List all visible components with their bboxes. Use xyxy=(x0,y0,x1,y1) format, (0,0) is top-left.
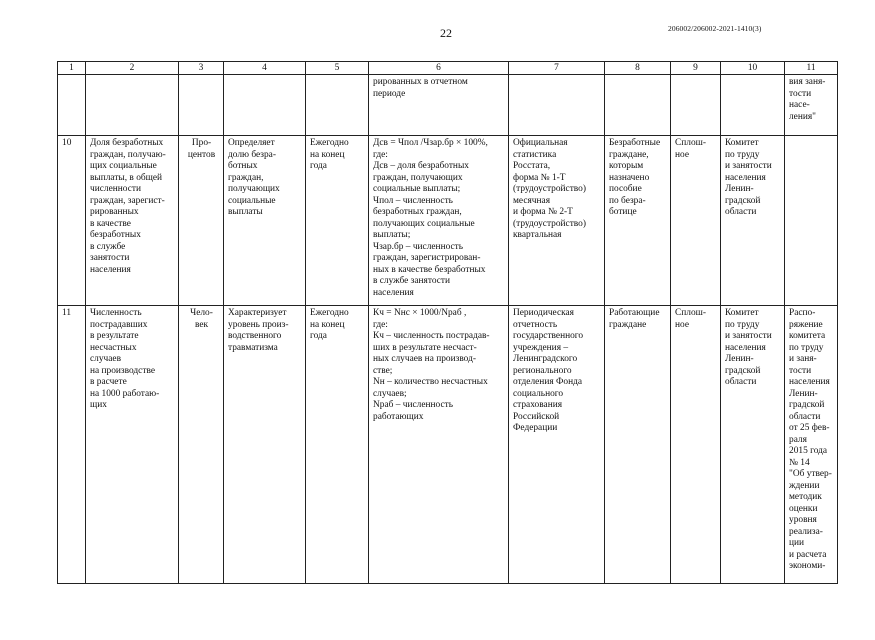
cell-source: Официальная статистика Росстата, форма № 1-Т (трудоустройство) месячная и форма № 2-Т (трудоустройство) квартальная xyxy=(509,136,605,306)
cell-responsible: Комитет по труду и занятости населения Ленин- градской области xyxy=(721,136,785,306)
cell-method: Сплош- ное xyxy=(671,306,721,584)
cell-formula xyxy=(369,306,509,584)
cell-empty xyxy=(306,75,369,136)
col-number-4: 4 xyxy=(224,62,306,75)
cell-empty xyxy=(179,75,224,136)
formula-line: Кч = Nнс × 1000/Nраб , xyxy=(373,308,467,318)
cell-empty xyxy=(224,75,306,136)
cell-method: Сплош- ное xyxy=(671,136,721,306)
cell-document-continuation: вия заня- тости насе- ления" xyxy=(785,75,838,136)
cell-formula xyxy=(369,136,509,306)
formula-explanation: где: Кч – численность пострадав- ших в результате несчаст- ных случаев на производ- стве; Nн – количество несчастных случаев; Nраб – численность работающих xyxy=(373,319,490,422)
column-number-row xyxy=(58,62,838,75)
cell-definition: Характеризует уровень произ- водственного травматизма xyxy=(224,306,306,584)
cell-empty xyxy=(605,75,671,136)
col-number-11: 11 xyxy=(785,62,838,75)
cell-document: Распо- ряжение комитета по труду и заня- тости населения Ленин- градской области от 25 фев- раля 2015 года № 14 "Об утвер- ждении методик оценки уровня реализа- ции и расчета экономи- xyxy=(785,306,838,584)
cell-unit: Чело- век xyxy=(179,306,224,584)
formula-line: Дсв = Чпол /Чзар.бр × 100%, xyxy=(373,138,488,148)
cell-source: Периодическая отчетность государственного учреждения – Ленинградского регионального отделения Фонда социального страхования Российской Федерации xyxy=(509,306,605,584)
cell-responsible: Комитет по труду и занятости населения Ленин- градской области xyxy=(721,306,785,584)
formula-explanation: где: Дсв – доля безработных граждан, получающих социальные выплаты; Чпол – численность безработных граждан, получающих социальные выплаты; Чзар.бр – численность граждан, зарегистрирован- ных в качестве безработных в службе занятости населения xyxy=(373,149,486,298)
col-number-9: 9 xyxy=(671,62,721,75)
cell-empty xyxy=(509,75,605,136)
cell-object: Безработные граждане, которым назначено пособие по безра- ботице xyxy=(605,136,671,306)
table-row-continuation xyxy=(58,75,838,136)
cell-formula-continuation: рированных в отчетном периоде xyxy=(369,75,509,136)
page-number: 22 xyxy=(440,26,452,40)
cell-period: Ежегодно на конец года xyxy=(306,136,369,306)
cell-indicator-name: Доля безработных граждан, получаю- щих социальные выплаты, в общей численности граждан, зарегист- рированных в качестве безработных в службе занятости населения xyxy=(86,136,179,306)
col-number-2: 2 xyxy=(86,62,179,75)
cell-object: Работающие граждане xyxy=(605,306,671,584)
indicator-table xyxy=(57,61,838,584)
col-number-1: 1 xyxy=(58,62,86,75)
cell-empty xyxy=(58,75,86,136)
table-row-11 xyxy=(58,306,838,584)
col-number-7: 7 xyxy=(509,62,605,75)
cell-indicator-name: Численность пострадавших в результате несчастных случаев на производстве в расчете на 1000 работаю- щих xyxy=(86,306,179,584)
col-number-8: 8 xyxy=(605,62,671,75)
document-code: 206002/206002-2021-1410(3) xyxy=(668,24,762,33)
col-number-5: 5 xyxy=(306,62,369,75)
col-number-6: 6 xyxy=(369,62,509,75)
cell-period: Ежегодно на конец года xyxy=(306,306,369,584)
cell-empty xyxy=(721,75,785,136)
cell-empty xyxy=(671,75,721,136)
cell-unit: Про- центов xyxy=(179,136,224,306)
cell-row-number: 11 xyxy=(58,306,86,584)
cell-definition: Определяет долю безра- ботных граждан, получающих социальные выплаты xyxy=(224,136,306,306)
cell-row-number: 10 xyxy=(58,136,86,306)
col-number-3: 3 xyxy=(179,62,224,75)
cell-empty xyxy=(86,75,179,136)
table-row-10 xyxy=(58,136,838,306)
col-number-10: 10 xyxy=(721,62,785,75)
cell-document xyxy=(785,136,838,306)
